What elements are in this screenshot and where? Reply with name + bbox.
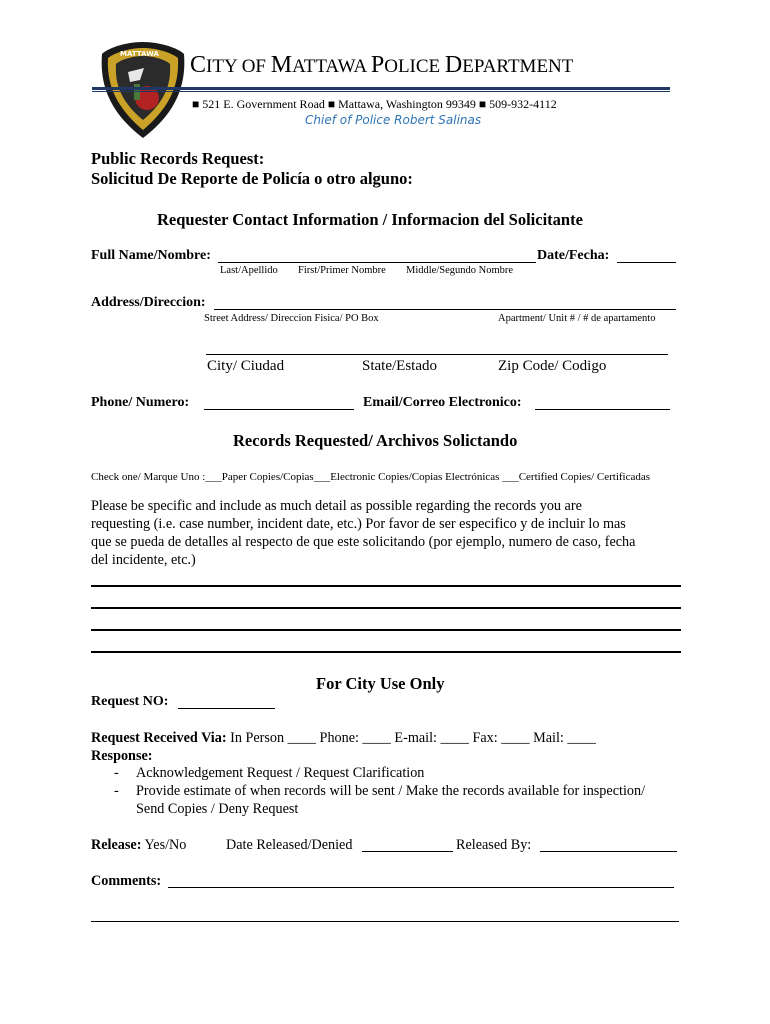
last-name-hint: Last/Apellido: [220, 265, 278, 276]
state-label: State/Estado: [362, 358, 437, 374]
copy-type-options[interactable]: Check one/ Marque Uno :___Paper Copies/Copias___Electronic Copies/Copias Electrónicas ___Certified Copies/ Certificadas: [91, 471, 651, 483]
contact-section-heading: Requester Contact Information / Informacion del Solicitante: [157, 210, 583, 229]
records-detail-line-1[interactable]: [91, 585, 681, 587]
received-via-options[interactable]: In Person ____ Phone: ____ E-mail: ____ Fax: ____ Mail: ____: [230, 730, 596, 746]
response-item-2: Provide estimate of when records will be sent / Make the records available for inspection/: [136, 783, 646, 799]
badge-text: MATTAWA: [120, 50, 159, 58]
instructions-line-4: del incidente, etc.): [91, 552, 196, 568]
release-label: Release:: [91, 837, 142, 853]
header-divider-thin: [92, 91, 670, 92]
email-field[interactable]: [535, 409, 670, 410]
comments-label: Comments:: [91, 873, 162, 889]
department-address: ■ 521 E. Government Road ■ Mattawa, Washington 99349 ■ 509-932-4112: [192, 97, 557, 111]
chief-of-police: Chief of Police Robert Salinas: [305, 113, 482, 127]
received-via-row: [91, 730, 596, 747]
records-section-heading: Records Requested/ Archivos Solictando: [233, 431, 518, 450]
release-value[interactable]: Yes/No: [144, 837, 187, 853]
city-use-heading: For City Use Only: [316, 674, 445, 693]
city-state-zip-field[interactable]: [206, 354, 668, 355]
apartment-hint: Apartment/ Unit # / # de apartamento: [498, 313, 656, 324]
released-by-field[interactable]: [540, 851, 677, 852]
response-bullet-2: -: [114, 783, 119, 799]
comments-field[interactable]: [168, 887, 674, 888]
date-released-field[interactable]: [362, 851, 453, 852]
phone-label: Phone/ Numero:: [91, 395, 190, 410]
street-address-hint: Street Address/ Direccion Fisica/ PO Box: [204, 313, 379, 324]
instructions-line-2: requesting (i.e. case number, incident date, etc.) Por favor de ser especifico y de incluir lo mas: [91, 516, 626, 532]
city-label: City/ Ciudad: [207, 358, 285, 374]
received-via-label: Request Received Via:: [91, 730, 227, 746]
request-no-field[interactable]: [178, 708, 275, 709]
records-detail-line-3[interactable]: [91, 629, 681, 631]
released-by-label: Released By:: [456, 837, 532, 853]
date-released-label: Date Released/Denied: [226, 837, 353, 853]
instructions-line-1: Please be specific and include as much detail as possible regarding the records you are: [91, 498, 582, 514]
address-label: Address/Direccion:: [91, 295, 206, 310]
email-label: Email/Correo Electronico:: [363, 395, 522, 410]
instructions-line-3: que se pueda de detalles al respecto de que este solicitando (por ejemplo, numero de caso, fecha: [91, 534, 636, 550]
response-item-1: Acknowledgement Request / Request Clarification: [136, 765, 425, 781]
first-name-hint: First/Primer Nombre: [298, 265, 386, 276]
date-label: Date/Fecha:: [537, 248, 610, 263]
response-item-2-cont: Send Copies / Deny Request: [136, 801, 299, 817]
middle-name-hint: Middle/Segundo Nombre: [406, 265, 514, 276]
response-label: Response:: [91, 748, 153, 764]
response-bullet-1: -: [114, 765, 119, 781]
records-detail-line-2[interactable]: [91, 607, 681, 609]
phone-field[interactable]: [204, 409, 354, 410]
address-field[interactable]: [214, 309, 676, 310]
release-row: [91, 837, 186, 854]
zip-label: Zip Code/ Codigo: [498, 358, 607, 374]
full-name-field[interactable]: [218, 262, 536, 263]
comments-field-line-2[interactable]: [91, 921, 679, 922]
request-no-label: Request NO:: [91, 694, 169, 709]
full-name-label: Full Name/Nombre:: [91, 248, 211, 263]
form-subtitle: Solicitud De Reporte de Policía o otro alguno:: [91, 169, 413, 188]
date-field[interactable]: [617, 262, 676, 263]
header-divider: [92, 87, 670, 90]
form-title: Public Records Request:: [91, 149, 265, 168]
records-detail-line-4[interactable]: [91, 651, 681, 653]
department-title: CITY OF MATTAWA POLICE DEPARTMENT: [190, 52, 574, 78]
